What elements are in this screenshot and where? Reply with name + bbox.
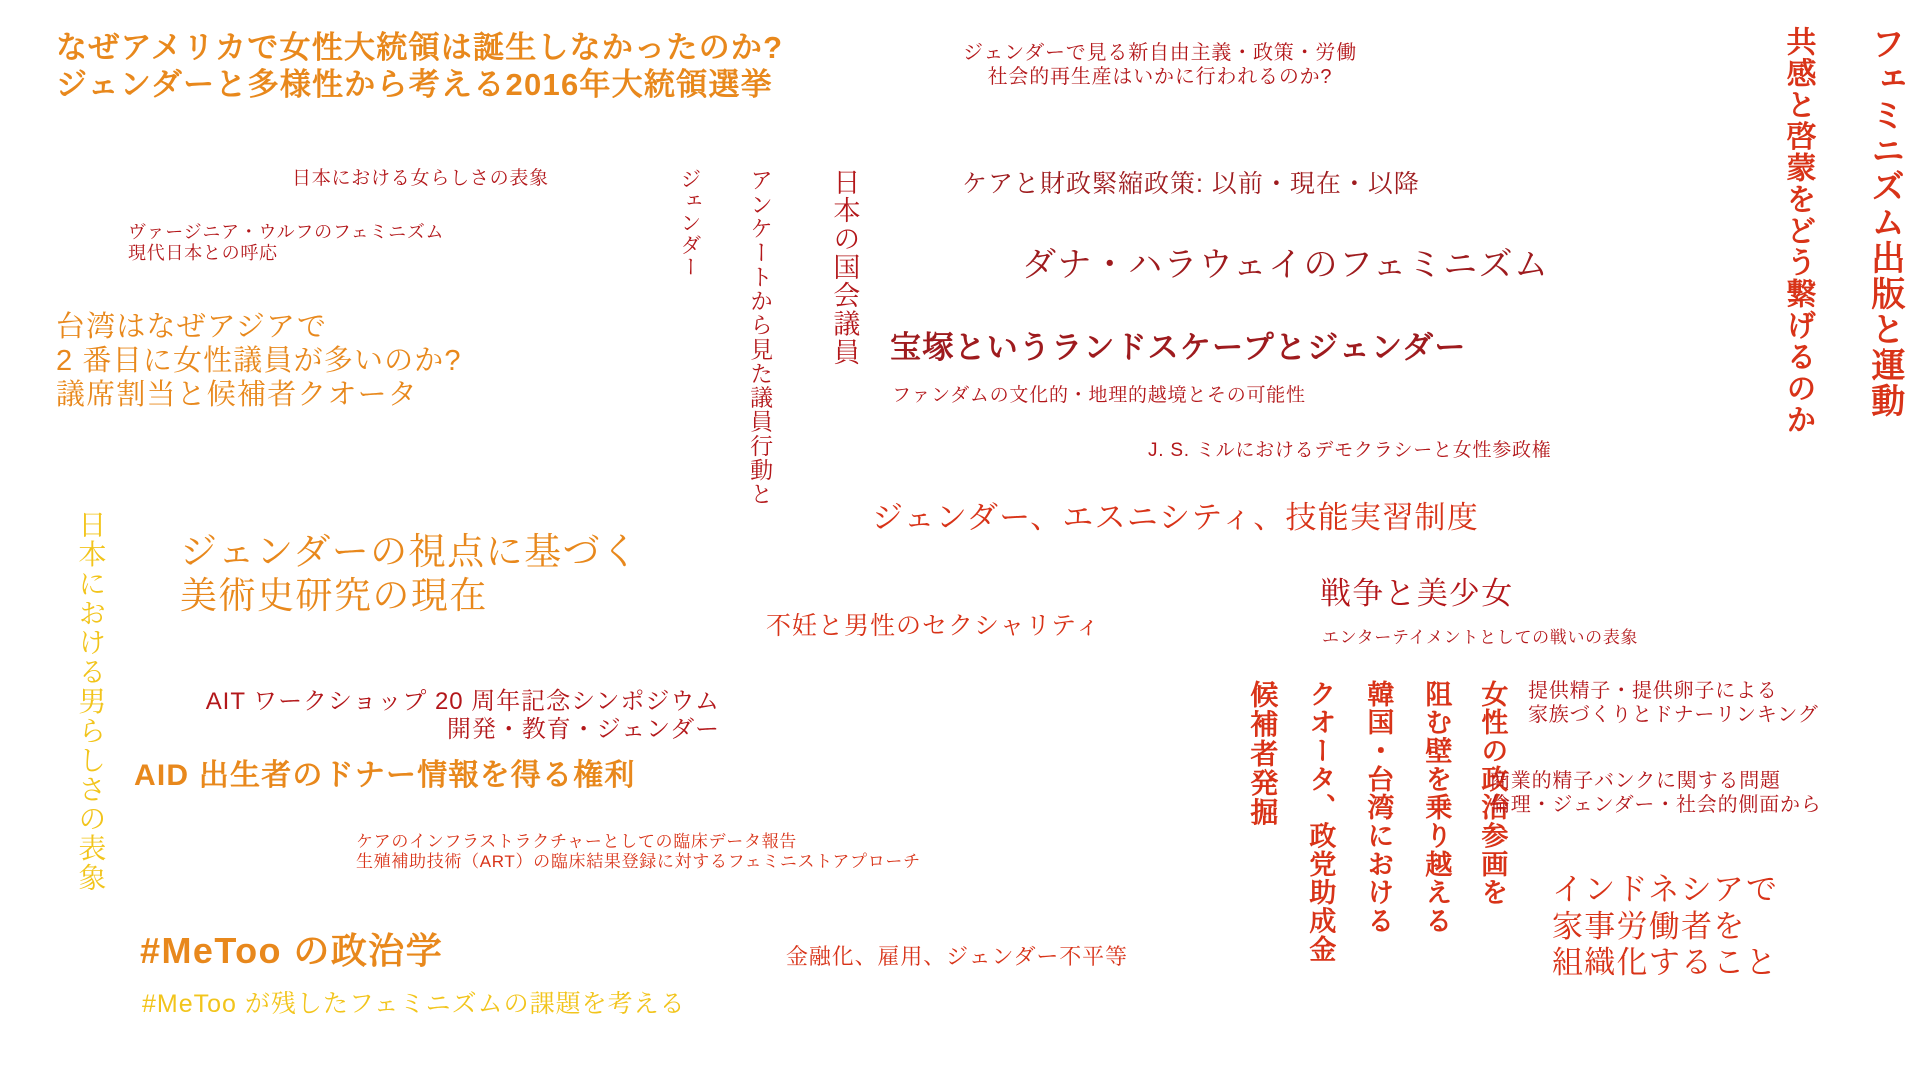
cloud-phrase-ait-workshop-symposium bbox=[206, 688, 720, 745]
cloud-phrase-takarazuka-landscape-gender bbox=[890, 330, 1467, 367]
cloud-phrase-line: フェミニズム出版と運動 bbox=[1865, 26, 1904, 419]
cloud-phrase-line: ヴァージニア・ウルフのフェミニズム bbox=[128, 222, 445, 242]
cloud-phrase-line: J. S. ミルにおけるデモクラシーと女性参政権 bbox=[1148, 440, 1552, 461]
cloud-phrase-line: 倫理・ジェンダー・社会的側面から bbox=[1490, 793, 1822, 816]
cloud-phrase-entertainment-war-representation bbox=[1322, 628, 1638, 648]
cloud-phrase-masculinity-representation-japan bbox=[76, 510, 105, 892]
cloud-phrase-empathy-enlightenment bbox=[1782, 26, 1814, 436]
cloud-phrase-js-mill-democracy bbox=[1148, 440, 1552, 462]
cloud-phrase-korea-taiwan bbox=[1364, 680, 1392, 935]
cloud-phrase-care-austerity bbox=[962, 170, 1420, 200]
cloud-phrase-infertility-male-sexuality bbox=[766, 612, 1101, 642]
cloud-phrase-gender-label-vertical bbox=[678, 168, 700, 278]
cloud-phrase-virginia-woolf-feminism bbox=[128, 222, 444, 264]
cloud-phrase-line: なぜアメリカで女性大統領は誕生しなかったのか? bbox=[56, 30, 784, 65]
cloud-phrase-metoo-feminism-issues bbox=[142, 990, 686, 1020]
cloud-phrase-line: #MeToo が残したフェミニズムの課題を考える bbox=[142, 990, 686, 1018]
cloud-phrase-overcoming-barriers bbox=[1422, 680, 1450, 935]
cloud-phrase-line: 提供精子・提供卵子による bbox=[1528, 680, 1778, 702]
cloud-phrase-line: ジェンダーで見る新自由主義・政策・労働 bbox=[963, 42, 1357, 64]
cloud-phrase-line: 組織化すること bbox=[1552, 945, 1778, 981]
cloud-phrase-donna-haraway-feminism bbox=[1022, 245, 1549, 285]
cloud-phrase-war-and-beautiful-girls bbox=[1320, 576, 1513, 613]
cloud-phrase-line: 社会的再生産はいかに行われるのか? bbox=[987, 65, 1333, 88]
cloud-phrase-line: ジェンダーと多様性から考える2016年大統領選挙 bbox=[56, 66, 773, 102]
cloud-phrase-line: ダナ・ハラウェイのフェミニズム bbox=[1022, 246, 1550, 284]
cloud-phrase-commercial-sperm-bank bbox=[1490, 770, 1822, 817]
cloud-phrase-line: インドネシアで bbox=[1552, 872, 1779, 907]
cloud-phrase-survey-legislator-behavior bbox=[748, 168, 772, 506]
cloud-phrase-line: クオータ、政党助成金 bbox=[1305, 680, 1336, 964]
cloud-phrase-line: 日本の国会議員 bbox=[829, 168, 860, 367]
cloud-phrase-candidate-recruitment bbox=[1248, 680, 1277, 827]
cloud-phrase-line: 韓国・台湾における bbox=[1363, 680, 1394, 936]
cloud-phrase-donor-sperm-egg-family bbox=[1528, 680, 1819, 727]
cloud-phrase-line: 共感と啓蒙をどう繋げるのか bbox=[1781, 26, 1815, 436]
cloud-phrase-line: 台湾はなぜアジアで bbox=[56, 311, 328, 343]
cloud-phrase-line: 女性の政治参画を bbox=[1477, 680, 1508, 907]
cloud-phrase-line: ケアのインフラストラクチャーとしての臨床データ報告 bbox=[356, 832, 797, 851]
cloud-phrase-line: 日本における女らしさの表象 bbox=[292, 168, 549, 189]
cloud-phrase-line: 宝塚というランドスケープとジェンダー bbox=[890, 330, 1467, 365]
cloud-phrase-line: 候補者発掘 bbox=[1247, 680, 1279, 827]
cloud-phrase-line: 商業的精子バンクに関する問題 bbox=[1490, 770, 1781, 792]
cloud-phrase-line: エンターテイメントとしての戦いの表象 bbox=[1322, 628, 1639, 647]
cloud-phrase-neoliberalism-gender bbox=[963, 42, 1357, 89]
cloud-phrase-line: ジェンダーの視点に基づく bbox=[180, 531, 640, 572]
cloud-phrase-diet-members-gender bbox=[830, 168, 858, 366]
cloud-phrase-femininity-representation-japan bbox=[292, 168, 549, 190]
cloud-phrase-line: 家族づくりとドナーリンキング bbox=[1528, 703, 1819, 726]
cloud-phrase-line: 不妊と男性のセクシャリティ bbox=[766, 612, 1102, 640]
cloud-phrase-line: AIT ワークショップ 20 周年記念シンポジウム bbox=[205, 688, 720, 715]
cloud-phrase-feminism-publishing-movement bbox=[1866, 26, 1902, 419]
cloud-phrase-quota-korea-taiwan-party-subsidy bbox=[1306, 680, 1334, 964]
cloud-phrase-line: 戦争と美少女 bbox=[1320, 576, 1514, 611]
cloud-phrase-line: 金融化、雇用、ジェンダー不平等 bbox=[786, 944, 1128, 969]
cloud-phrase-line: 議席割当と候補者クオータ bbox=[56, 379, 418, 412]
cloud-phrase-line: ジェンダー、エスニシティ、技能実習制度 bbox=[872, 500, 1479, 535]
cloud-phrase-line: 家事労働者を bbox=[1552, 908, 1746, 944]
cloud-phrase-line: 阻む壁を乗り越える bbox=[1421, 680, 1452, 936]
cloud-phrase-aid-donor-information-right bbox=[134, 758, 636, 793]
cloud-phrase-line: 生殖補助技術（ART）の臨床結果登録に対するフェミニストアプローチ bbox=[356, 852, 921, 872]
cloud-phrase-art-history-gender-perspective bbox=[180, 530, 640, 617]
cloud-phrase-line: 2 番目に女性議員が多いのか? bbox=[56, 345, 462, 378]
cloud-phrase-taiwan-women-legislators bbox=[56, 310, 462, 413]
cloud-phrase-line: アンケートから見た議員行動と bbox=[747, 168, 774, 507]
cloud-phrase-line: 日本における男らしさの表象 bbox=[75, 510, 107, 893]
cloud-phrase-line: 現代日本との呼応 bbox=[128, 243, 278, 264]
cloud-phrase-gender-ethnicity-training bbox=[872, 500, 1479, 537]
cloud-phrase-fandom-cultural-geographic bbox=[892, 385, 1306, 407]
cloud-phrase-line: 開発・教育・ジェンダー bbox=[446, 716, 720, 744]
cloud-phrase-metoo-politics bbox=[140, 930, 443, 972]
cloud-phrase-line: #MeToo の政治学 bbox=[140, 930, 444, 971]
cloud-phrase-line: AID 出生者のドナー情報を得る権利 bbox=[134, 759, 636, 792]
cloud-phrase-line: 美術史研究の現在 bbox=[180, 574, 488, 616]
cloud-phrase-care-infrastructure-clinical-data bbox=[356, 832, 921, 872]
cloud-phrase-financialization-employment-inequality bbox=[786, 944, 1128, 970]
cloud-phrase-line: ケアと財政緊縮政策: 以前・現在・以降 bbox=[962, 170, 1420, 198]
cloud-phrase-why-no-female-president bbox=[56, 30, 783, 103]
cloud-phrase-organizing-domestic-workers-indonesia bbox=[1552, 872, 1778, 982]
cloud-phrase-line: ファンダムの文化的・地理的越境とその可能性 bbox=[892, 385, 1306, 406]
cloud-phrase-line: ジェンダー bbox=[678, 168, 702, 279]
